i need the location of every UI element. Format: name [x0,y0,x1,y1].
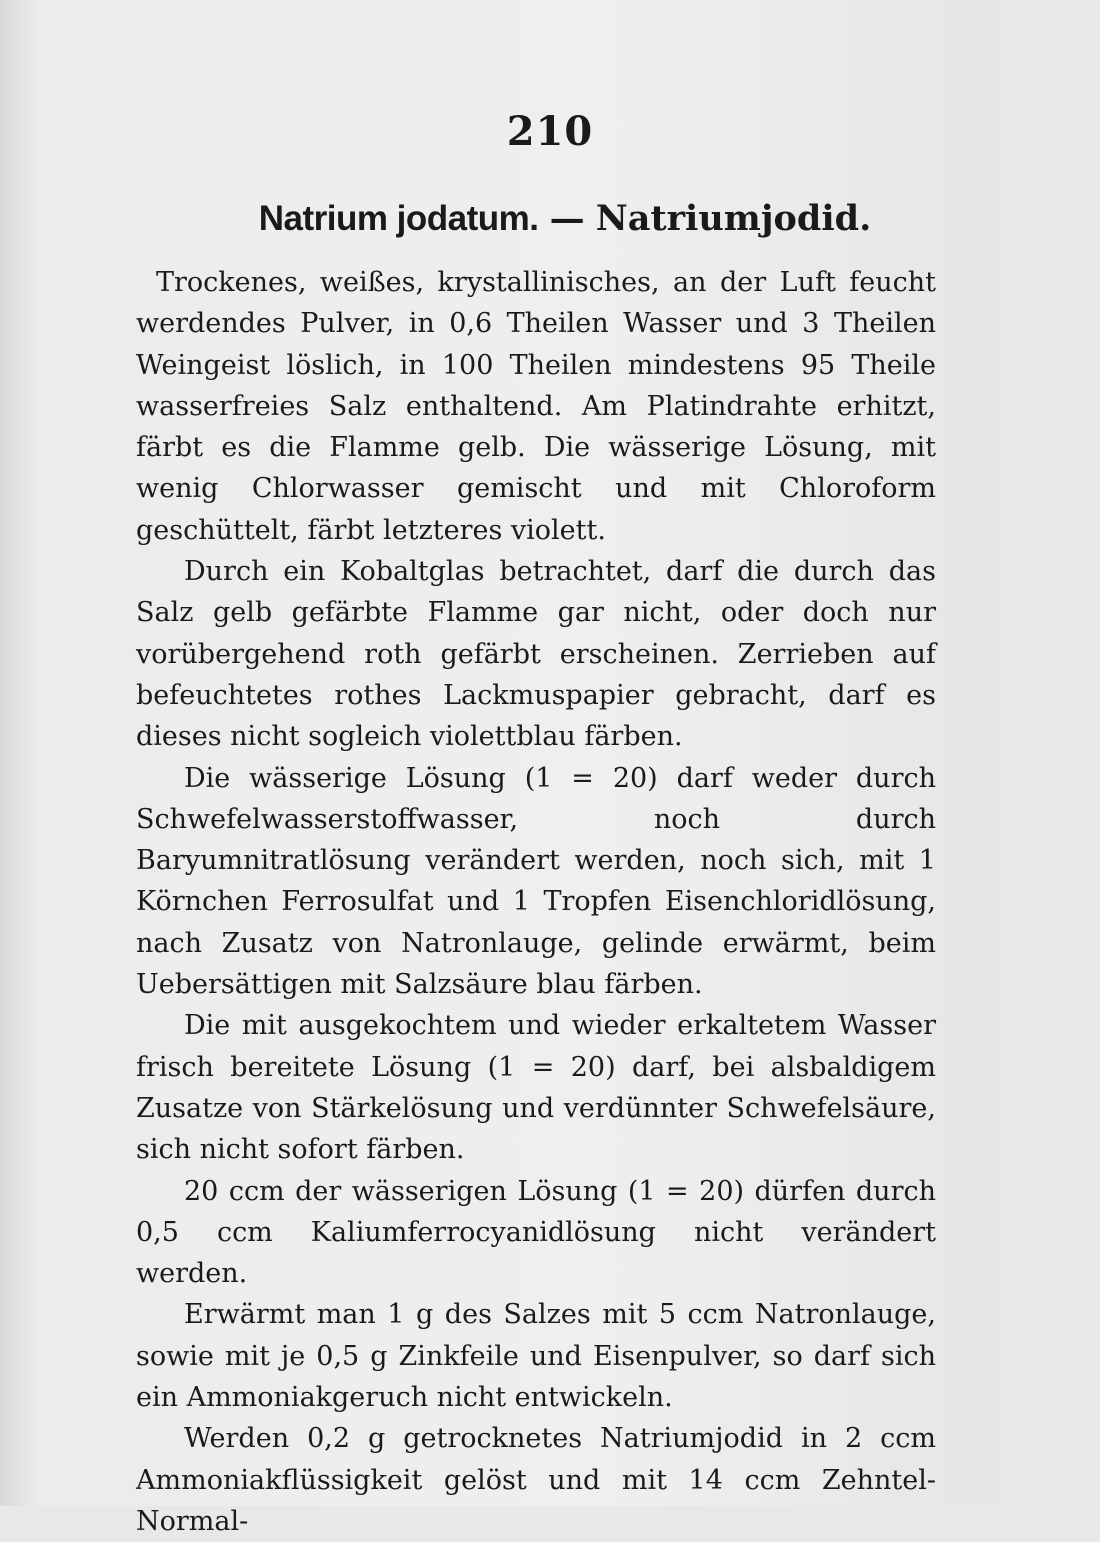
paragraph-starch-test: Die mit ausgekochtem und wieder erkaltetem Wasser frisch bereitete Lösung (1 = 20) darf, bei alsbaldigem Zusatze von Stärkelösung und verdünnter Schwefelsäure, sich nicht sofort färben. [136,1010,936,1166]
paragraph-cobalt-test: Durch ein Kobaltglas betrachtet, darf die durch das Salz gelb gefärbte Flamme gar nicht, oder doch nur vorübergehend roth gefärbt erscheinen. Zerrieben auf befeuchtetes rothes Lackmuspapier gebracht, darf es dieses nicht sogleich violettblau färben. [136,556,936,753]
heading-latin-name: Natrium jodatum. [258,199,539,238]
paragraph-ferrocyanide-test: 20 ccm der wässerigen Lösung (1 = 20) dürfen durch 0,5 ccm Kaliumferrocyanidlösung nicht verändert werden. [136,1175,936,1290]
paragraph-silver-test: Werden 0,2 g getrocknetes Natriumjodid in 2 ccm Ammoniakflüssigkeit gelöst und mit 14 ccm Zehntel-Normal- [136,1423,936,1537]
section-heading [130,198,1000,239]
paragraph-description: Trockenes, weißes, krystallinisches, an der Luft feucht werdendes Pulver, in 0,6 Theilen Wasser und 3 Theilen Weingeist löslich, in 100 Theilen mindestens 95 Theile wasserfreies Salz enthaltend. Am Platindrahte erhitzt, färbt es die Flamme gelb. Die wässerige Lösung, mit wenig Chlorwasser gemischt und mit Chloroform geschüttelt, färbt letzteres violett. [136,267,936,546]
heading-german-name: Natriumjodid. [595,198,872,239]
body-text [136,262,936,1542]
paragraph-ammonia-test: Erwärmt man 1 g des Salzes mit 5 ccm Natronlauge, sowie mit je 0,5 g Zinkfeile und Eisenpulver, so darf sich ein Ammoniakgeruch nicht entwickeln. [136,1299,936,1414]
heading-dash: — [549,198,585,239]
page-number: 210 [506,108,594,155]
paragraph-solution-test: Die wässerige Lösung (1 = 20) darf weder durch Schwefelwasserstoffwasser, noch durch Baryumnitratlösung verändert werden, noch sich, mit 1 Körnchen Ferrosulfat und 1 Tropfen Eisenchloridlösung, nach Zusatz von Natronlauge, gelinde erwärmt, beim Uebersättigen mit Salzsäure blau färben. [136,762,936,1001]
